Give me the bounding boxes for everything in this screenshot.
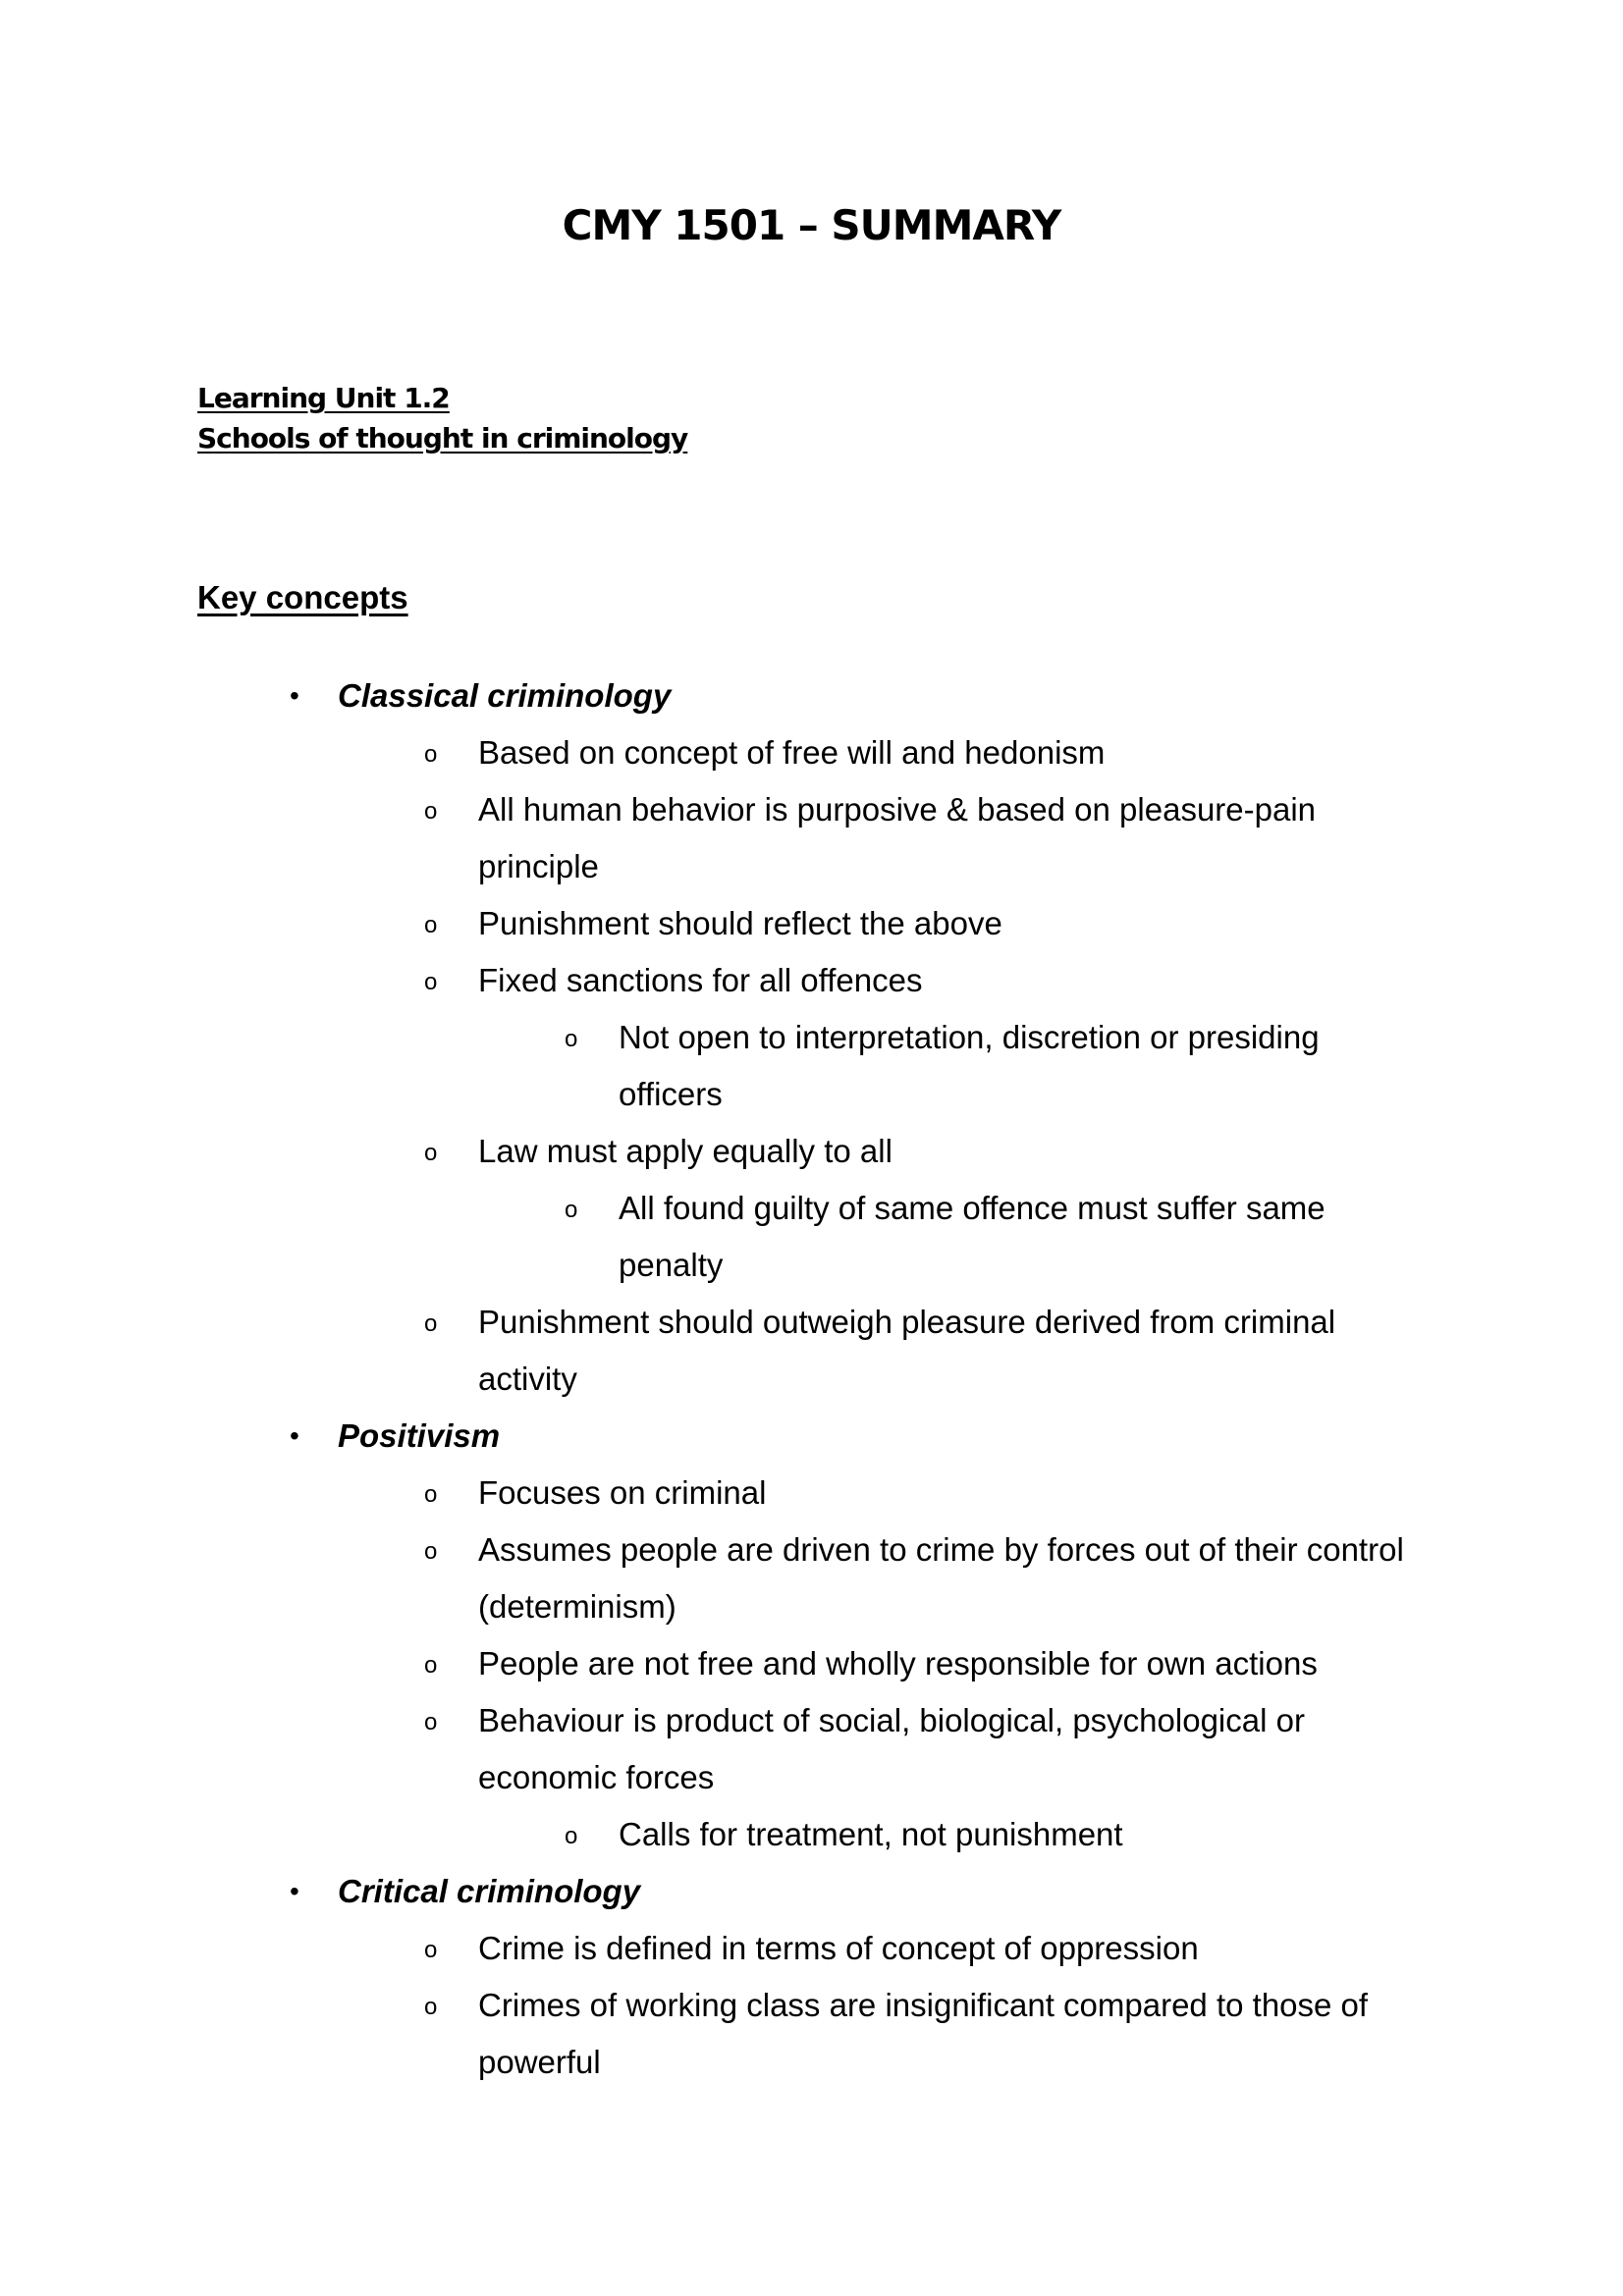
concept-points [338, 1920, 1623, 2091]
sub-points [478, 1806, 1440, 1863]
list-item [424, 1977, 1440, 2091]
point-text: Assumes people are driven to crime by forces out of their control (determinism) [478, 1531, 1404, 1625]
list-item [424, 1294, 1440, 1408]
concept-positivism [0, 1408, 1623, 1863]
point-text: Focuses on criminal [478, 1474, 767, 1511]
point-text: Crime is defined in terms of concept of oppression [478, 1930, 1199, 1966]
sub-bullet-icon: o [565, 1197, 578, 1223]
list-item [424, 1522, 1440, 1635]
point-text: All human behavior is purposive & based on pleasure-pain principle [478, 791, 1317, 884]
concept-title: Critical criminology [338, 1873, 641, 1909]
concept-points [338, 724, 1623, 1408]
point-text: Behaviour is product of social, biological, psychological or economic forces [478, 1702, 1305, 1795]
concepts-list [0, 667, 1623, 2091]
list-item [424, 1635, 1440, 1692]
subpoint-text: Calls for treatment, not punishment [619, 1816, 1123, 1852]
sub-bullet-icon: o [565, 1026, 578, 1052]
key-concepts-heading: Key concepts [197, 579, 408, 615]
concept-points [338, 1465, 1623, 1863]
list-item [424, 952, 1440, 1123]
bullet-icon: • [290, 680, 299, 711]
sub-bullet-icon: o [424, 1652, 438, 1679]
sub-bullet-icon: o [424, 741, 438, 768]
sub-bullet-icon: o [424, 969, 438, 995]
list-item [424, 1920, 1440, 1977]
list-item [424, 724, 1440, 781]
sub-bullet-icon: o [424, 1994, 438, 2020]
sub-points [478, 1180, 1440, 1294]
point-text: Punishment should outweigh pleasure derived from criminal activity [478, 1304, 1336, 1397]
sub-bullet-icon: o [424, 1538, 438, 1565]
sub-bullet-icon: o [424, 1937, 438, 1963]
list-item [424, 895, 1440, 952]
point-text: Law must apply equally to all [478, 1133, 893, 1169]
concept-title: Positivism [338, 1417, 501, 1454]
concept-classical-criminology [0, 667, 1623, 1408]
list-item [424, 1465, 1440, 1522]
list-item [565, 1009, 1384, 1123]
concept-critical-criminology [0, 1863, 1623, 2091]
sub-bullet-icon: o [424, 912, 438, 938]
bullet-icon: • [290, 1420, 299, 1451]
concept-title: Classical criminology [338, 677, 672, 714]
subpoint-text: All found guilty of same offence must suffer same penalty [619, 1190, 1325, 1283]
list-item [424, 1692, 1440, 1863]
bullet-icon: • [290, 1876, 299, 1906]
point-text: Crimes of working class are insignificant compared to those of powerful [478, 1987, 1369, 2080]
point-text: Based on concept of free will and hedonism [478, 734, 1106, 771]
list-item [565, 1806, 1384, 1863]
sub-bullet-icon: o [424, 798, 438, 825]
document-title: CMY 1501 – SUMMARY [562, 201, 1061, 249]
list-item [565, 1180, 1384, 1294]
sub-points [478, 1009, 1440, 1123]
point-text: Punishment should reflect the above [478, 905, 1002, 941]
list-item [424, 1123, 1440, 1294]
list-item [424, 781, 1440, 895]
learning-unit-label: Learning Unit 1.2 [197, 382, 450, 414]
sub-bullet-icon: o [424, 1310, 438, 1337]
learning-unit-header [197, 378, 687, 458]
sub-bullet-icon: o [424, 1140, 438, 1166]
sub-bullet-icon: o [424, 1709, 438, 1735]
point-text: People are not free and wholly responsible for own actions [478, 1645, 1318, 1682]
sub-bullet-icon: o [565, 1823, 578, 1849]
point-text: Fixed sanctions for all offences [478, 962, 923, 998]
learning-unit-subtitle: Schools of thought in criminology [197, 422, 688, 454]
subpoint-text: Not open to interpretation, discretion or presiding officers [619, 1019, 1320, 1112]
sub-bullet-icon: o [424, 1481, 438, 1508]
